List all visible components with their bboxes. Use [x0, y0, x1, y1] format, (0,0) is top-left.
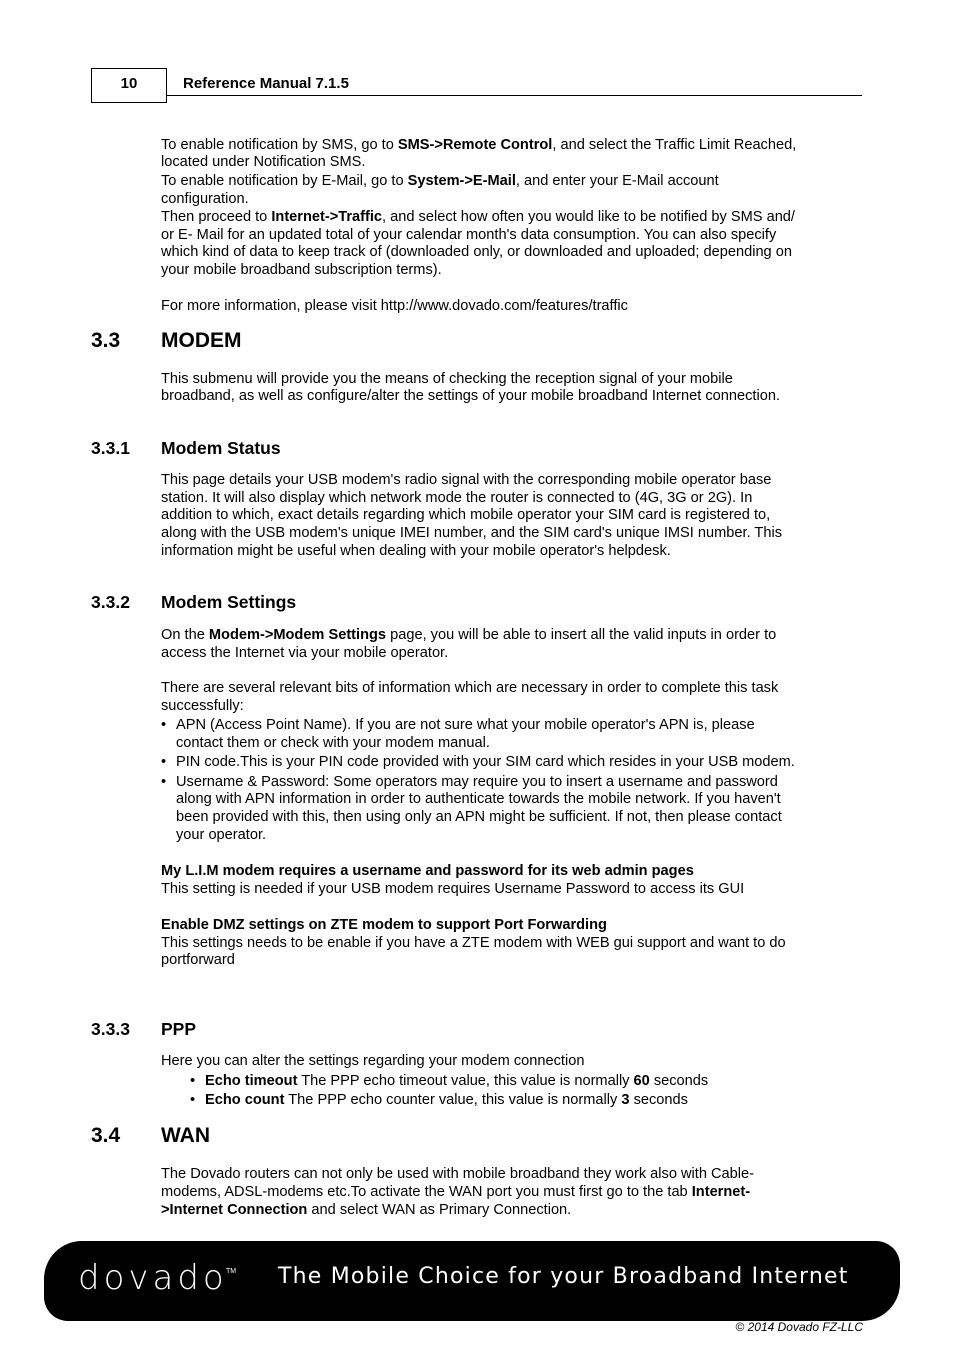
- header-rule: [167, 95, 862, 96]
- intro-email-line: To enable notification by E-Mail, go to System->E-Mail, and enter your E-Mail account: [161, 173, 719, 189]
- section-title-wan: WAN: [161, 1124, 210, 1147]
- section-title-modem-status: Modem Status: [161, 438, 281, 458]
- modem-settings-line-1: On the Modem->Modem Settings page, you will be able to insert all the valid inputs in order to: [161, 627, 777, 643]
- bullet-username-text-4: your operator.: [176, 827, 267, 843]
- section-title-modem-settings: Modem Settings: [161, 592, 297, 612]
- section-number-3-3-3: 3.3.3: [91, 1019, 130, 1039]
- wan-line-3: >Internet Connection and select WAN as Primary Connection.: [161, 1202, 572, 1218]
- bullet-apn-text: APN (Access Point Name). If you are not sure what your mobile operator's APN is, please: [176, 717, 755, 733]
- modem-settings-line-3: There are several relevant bits of information which are necessary in order to complete this task: [161, 680, 779, 696]
- modem-settings-line-2: access the Internet via your mobile operator.: [161, 645, 449, 661]
- intro-traffic-line-3: which kind of data to keep track of (downloaded only, or downloaded and uploaded; depending on: [161, 244, 792, 260]
- dmz-text-2: portforward: [161, 952, 235, 968]
- wan-line-2: modems, ADSL-modems etc.To activate the WAN port you must first go to the tab Internet-: [161, 1184, 751, 1200]
- copyright-notice: © 2014 Dovado FZ-LLC: [735, 1320, 863, 1334]
- section-number-3-3: 3.3: [91, 329, 121, 352]
- bullet-username-text: Username & Password: Some operators may require you to insert a username and password: [176, 774, 778, 790]
- intro-traffic-line-2: or E- Mail for an updated total of your calendar month's data consumption. You can also specify: [161, 227, 777, 243]
- modem-desc-line-2: broadband, as well as configure/alter the settings of your mobile broadband Internet connection.: [161, 388, 781, 404]
- intro-traffic-line: Then proceed to Internet->Traffic, and select how often you would like to be notified by SMS and/: [161, 209, 795, 225]
- intro-traffic-line-4: your mobile broadband subscription terms).: [161, 262, 442, 278]
- intro-sms-line: To enable notification by SMS, go to SMS->Remote Control, and select the Traffic Limit Reached,: [161, 137, 797, 153]
- modem-status-line-3: addition to which, exact details regarding which mobile operator your SIM card is registered to,: [161, 507, 771, 523]
- trademark-mark: TM: [226, 1268, 237, 1275]
- bullet-apn-text-2: contact them or check with your modem manual.: [176, 735, 490, 751]
- document-title: Reference Manual 7.1.5: [183, 75, 349, 92]
- lim-modem-heading: My L.I.M modem requires a username and password for its web admin pages: [161, 863, 694, 879]
- bullet-echo-timeout: •: [190, 1073, 196, 1089]
- dmz-text: This settings needs to be enable if you have a ZTE modem with WEB gui support and want to do: [161, 935, 786, 951]
- section-number-3-3-1: 3.3.1: [91, 438, 130, 458]
- footer-tagline: The Mobile Choice for your Broadband Internet: [278, 1264, 849, 1289]
- modem-status-line-1: This page details your USB modem's radio signal with the corresponding mobile operator base: [161, 472, 772, 488]
- modem-status-line-2: station. It will also display which network mode the router is connected to (4G, 3G or 2G). In: [161, 490, 753, 506]
- intro-email-line-2: configuration.: [161, 191, 249, 207]
- modem-status-line-4: along with the USB modem's unique IMEI number, and the SIM card's unique IMSI number. This: [161, 525, 782, 541]
- page-number: 10: [120, 75, 138, 92]
- modem-status-line-5: information might be useful when dealing with your mobile operator's helpdesk.: [161, 543, 671, 559]
- echo-count-item: Echo count The PPP echo counter value, this value is normally 3 seconds: [205, 1092, 688, 1108]
- bullet-username-text-3: been provided with this, then using only an APN might be sufficient. If not, then please contact: [176, 809, 782, 825]
- ppp-intro: Here you can alter the settings regarding your modem connection: [161, 1053, 585, 1069]
- section-number-3-4: 3.4: [91, 1124, 121, 1147]
- bullet-username-text-2: along with APN information in order to authenticate towards the mobile network. If you haven't: [176, 791, 781, 807]
- section-title-ppp: PPP: [161, 1019, 197, 1039]
- dovado-logo: dovado: [78, 1258, 228, 1298]
- modem-settings-line-4: successfully:: [161, 698, 244, 714]
- bullet-username: •: [161, 774, 167, 790]
- wan-line-1: The Dovado routers can not only be used with mobile broadband they work also with Cable-: [161, 1166, 754, 1182]
- section-title-modem: MODEM: [161, 329, 242, 352]
- bullet-pin: •: [161, 754, 167, 770]
- section-number-3-3-2: 3.3.2: [91, 592, 130, 612]
- intro-more-info: For more information, please visit http://www.dovado.com/features/traffic: [161, 298, 628, 314]
- intro-sms-line-2: located under Notification SMS.: [161, 154, 366, 170]
- echo-timeout-item: Echo timeout The PPP echo timeout value, this value is normally 60 seconds: [205, 1073, 709, 1089]
- bullet-echo-count: •: [190, 1092, 196, 1108]
- bullet-pin-text: PIN code.This is your PIN code provided with your SIM card which resides in your USB modem.: [176, 754, 795, 770]
- bullet-apn: •: [161, 717, 167, 733]
- lim-modem-text: This setting is needed if your USB modem requires Username Password to access its GUI: [161, 881, 745, 897]
- dmz-heading: Enable DMZ settings on ZTE modem to support Port Forwarding: [161, 917, 607, 933]
- modem-desc-line-1: This submenu will provide you the means of checking the reception signal of your mobile: [161, 371, 733, 387]
